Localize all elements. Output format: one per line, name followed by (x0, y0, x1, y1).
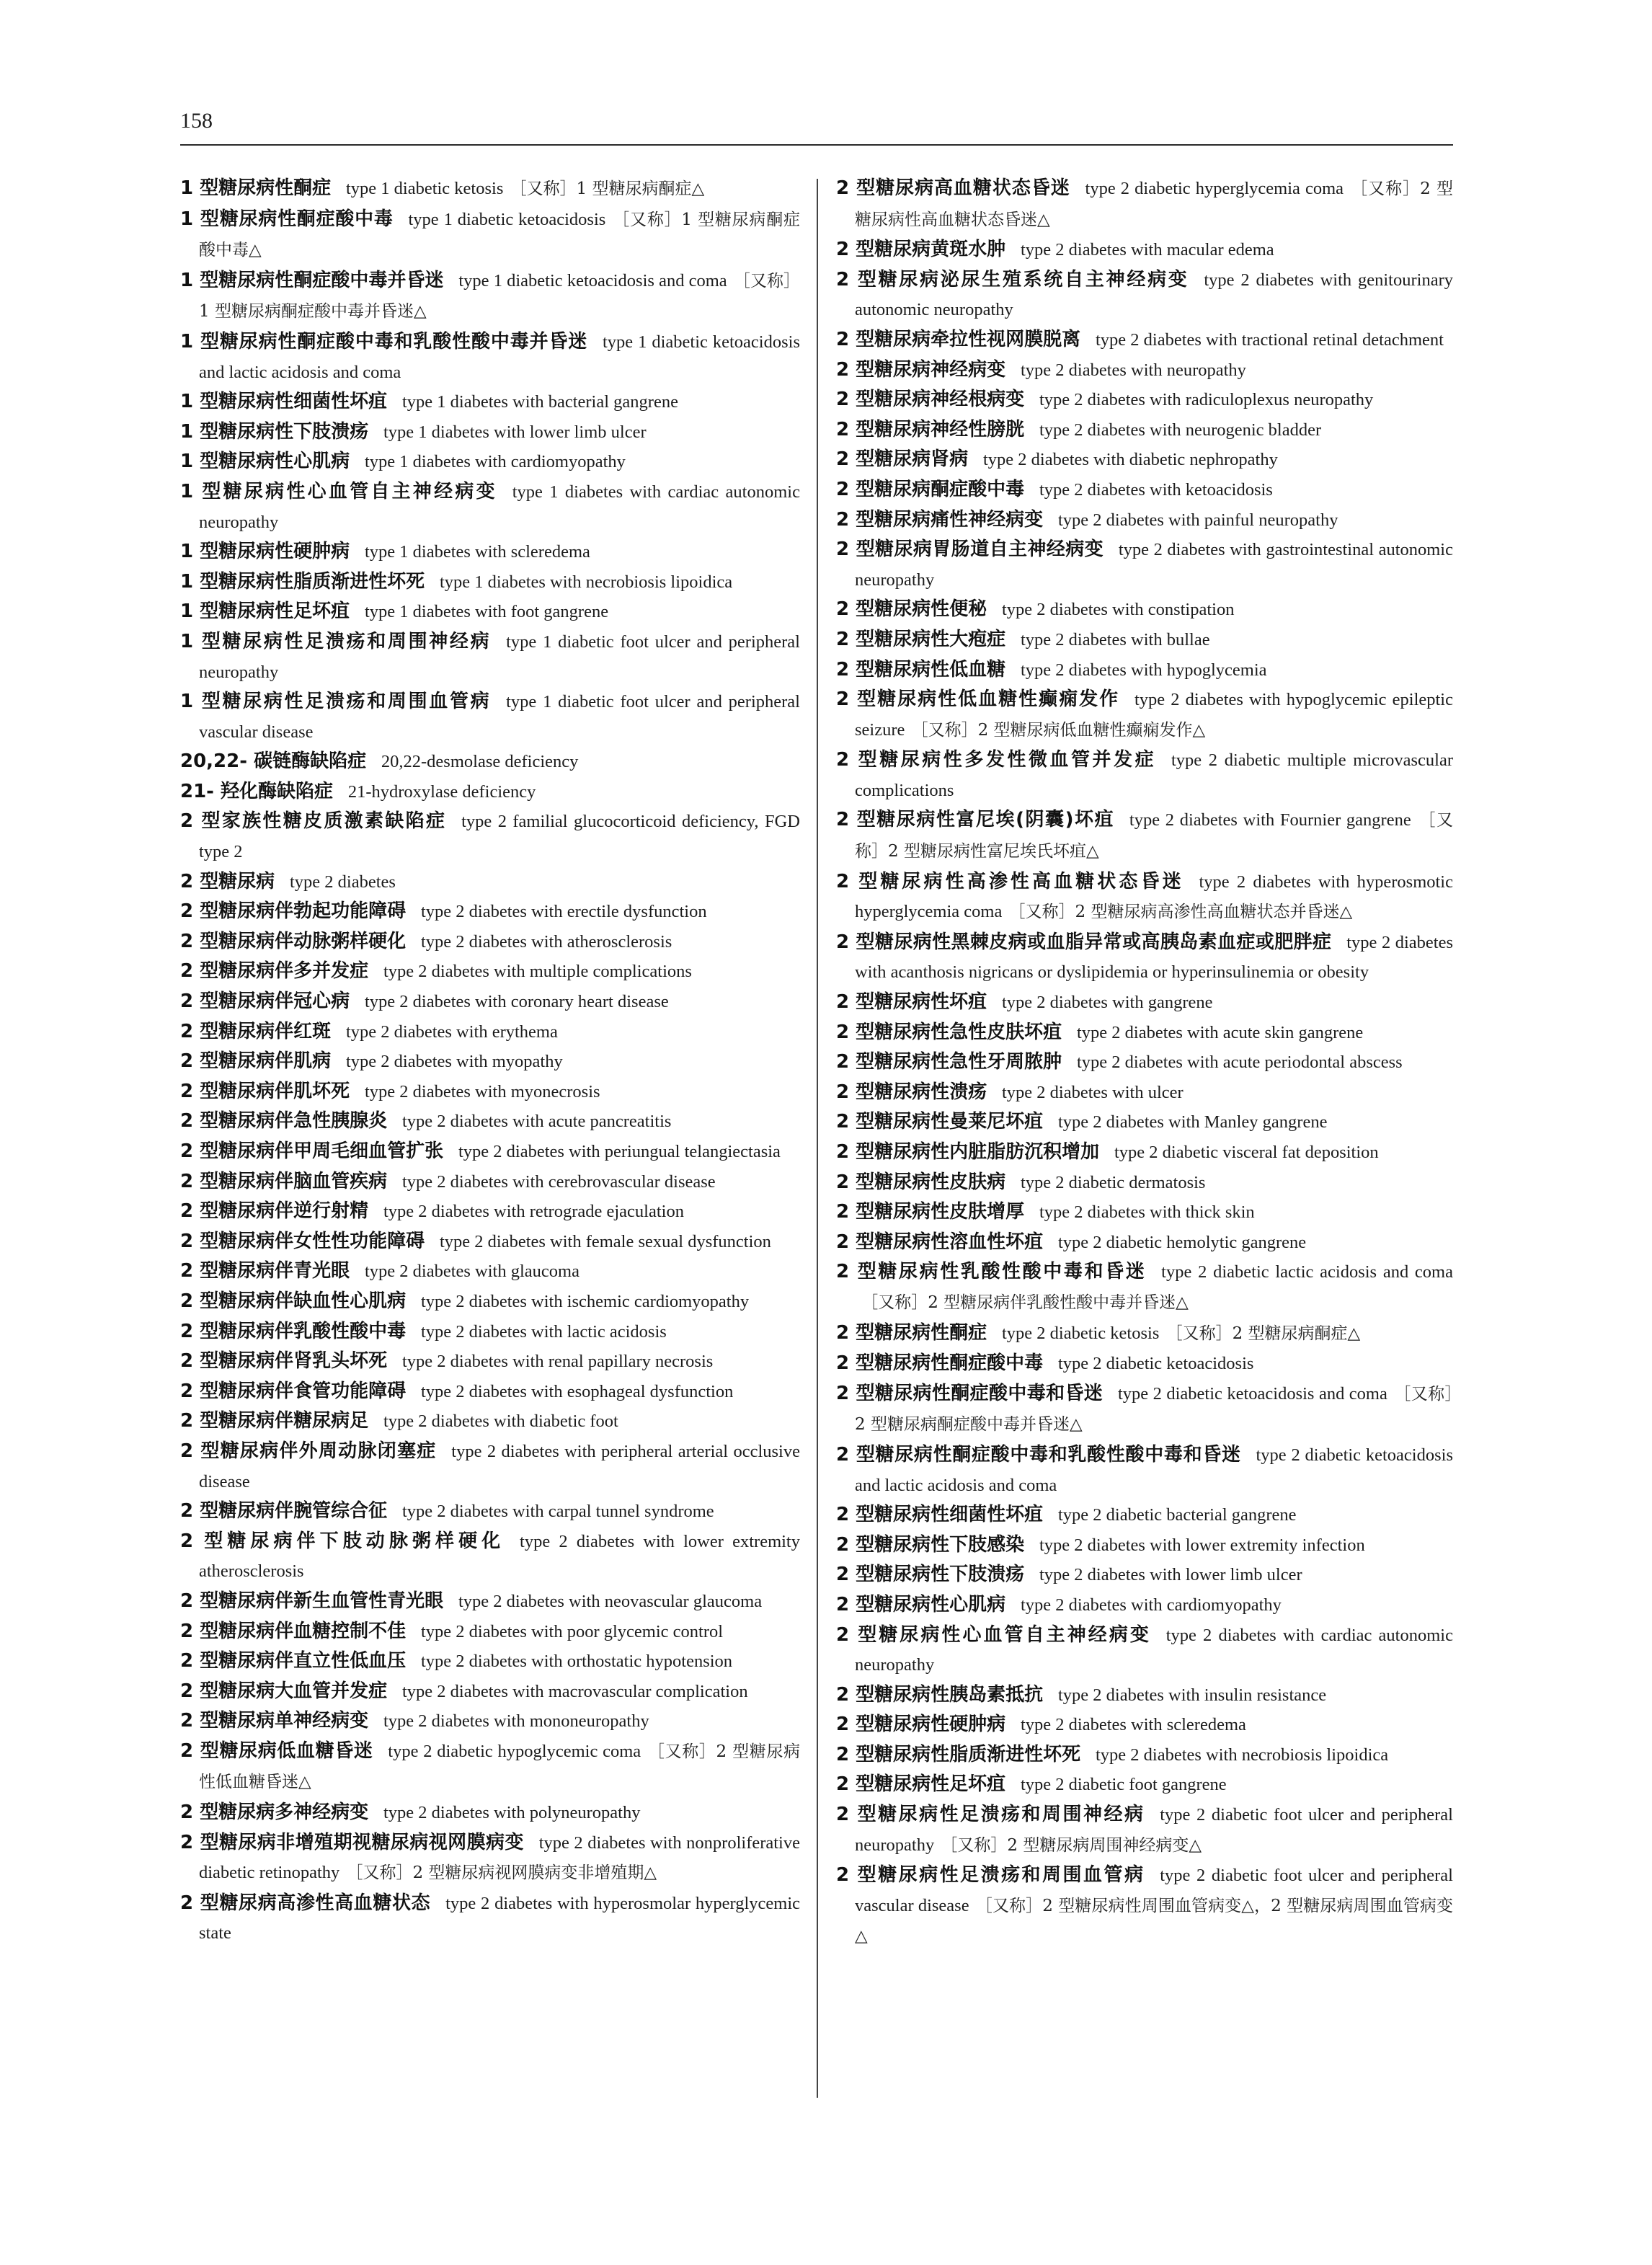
dictionary-entry (180, 174, 800, 205)
entry-english: type 2 diabetes with macrovascular complication (401, 1681, 748, 1701)
entry-english: type 2 diabetes with insulin resistance (1057, 1685, 1327, 1705)
dictionary-entry (836, 867, 1453, 928)
entry-term: 2 型糖尿病伴红斑 (180, 1020, 332, 1042)
entry-term: 2 型糖尿病高渗性高血糖状态 (180, 1892, 431, 1914)
dictionary-entry (836, 1228, 1453, 1258)
entry-term: 2 型糖尿病性高渗性高血糖状态昏迷 (836, 870, 1184, 892)
entry-term: 2 型糖尿病伴糖尿病足 (180, 1410, 369, 1432)
entry-term: 2 型糖尿病性酮症酸中毒 (836, 1352, 1044, 1375)
entry-english: type 2 diabetes with diabetic foot (383, 1411, 618, 1432)
entry-term: 1 型糖尿病性细菌性坏疽 (180, 391, 388, 413)
entry-english: type 2 diabetes with cardiomyopathy (1020, 1595, 1282, 1615)
dictionary-entry (180, 1737, 800, 1798)
entry-english: type 2 diabetes with lactic acidosis (420, 1321, 667, 1342)
entry-english: type 1 diabetes with scleredema (364, 542, 590, 562)
entry-alias: ［又称］2 型糖尿病性高血糖状态昏迷△ (855, 179, 1453, 229)
entry-alias: ［又称］2 型糖尿病高渗性高血糖状态并昏迷△ (1008, 903, 1353, 922)
entry-english: type 1 diabetes with bacterial gangrene (401, 392, 678, 412)
entry-term: 2 型糖尿病 (180, 870, 275, 892)
entry-term: 20,22- 碳链酶缺陷症 (180, 750, 367, 773)
entry-term: 2 型糖尿病性低血糖 (836, 658, 1006, 681)
entry-term: 2 型糖尿病伴勃起功能障碍 (180, 900, 407, 923)
dictionary-entry (836, 325, 1453, 355)
entry-english: type 2 diabetes with Fournier gangrene (1129, 810, 1411, 830)
dictionary-entry (180, 327, 800, 387)
entry-english: type 2 diabetes with coronary heart disease (364, 992, 669, 1012)
dictionary-entry (180, 1706, 800, 1737)
entry-alias: ［又称］2 型糖尿病性低血糖昏迷△ (199, 1742, 800, 1792)
dictionary-entry (836, 265, 1453, 325)
entry-english: type 2 diabetes with acanthosis nigricans or dyslipidemia or hyperinsulinemia or obesity (855, 932, 1453, 983)
entry-alias: ［又称］2 型糖尿病伴乳酸性酸中毒并昏迷△ (861, 1293, 1189, 1312)
entry-term: 1 型糖尿病性酮症酸中毒和乳酸性酸中毒并昏迷 (180, 330, 588, 353)
dictionary-entry (180, 1437, 800, 1497)
entry-english: type 1 diabetic ketoacidosis and coma (458, 270, 727, 291)
entry-english: type 2 diabetes with genitourinary autonomic neuropathy (855, 270, 1453, 320)
entry-english: type 1 diabetic foot ulcer and peripheral neuropathy (199, 631, 800, 682)
entry-term: 2 型糖尿病伴乳酸性酸中毒 (180, 1320, 407, 1342)
dictionary-entry (180, 447, 800, 477)
entry-english: type 2 diabetes with female sexual dysfunction (439, 1231, 771, 1251)
entry-term: 2 型糖尿病伴新生血管性青光眼 (180, 1590, 444, 1612)
entry-english: type 2 diabetic ketoacidosis and lactic acidosis and coma (855, 1445, 1453, 1495)
entry-term: 2 型糖尿病性乳酸性酸中毒和昏迷 (836, 1261, 1147, 1283)
right-column (836, 174, 1453, 1952)
dictionary-entry (180, 1017, 800, 1047)
entry-term: 2 型糖尿病胃肠道自主神经病变 (836, 538, 1104, 561)
dictionary-entry (180, 1347, 800, 1377)
dictionary-entry (836, 1710, 1453, 1740)
dictionary-entry (836, 505, 1453, 536)
dictionary-entry (836, 385, 1453, 415)
entry-term: 2 型糖尿病伴血糖控制不佳 (180, 1620, 407, 1642)
entry-term: 2 型糖尿病伴青光眼 (180, 1260, 350, 1282)
dictionary-entry (836, 928, 1453, 988)
entry-term: 2 型糖尿病神经根病变 (836, 389, 1025, 411)
entry-term: 1 型糖尿病性脂质渐进性坏死 (180, 570, 425, 593)
entry-term: 2 型糖尿病性足坏疽 (836, 1773, 1006, 1796)
entry-english: type 2 diabetes with atherosclerosis (420, 931, 672, 952)
entry-english: type 2 diabetes with lower limb ulcer (1039, 1565, 1302, 1585)
entry-term: 2 型糖尿病伴缺血性心肌病 (180, 1290, 407, 1312)
dictionary-entry (836, 1197, 1453, 1228)
entry-term: 1 型糖尿病性酮症 (180, 177, 332, 199)
entry-term: 2 型糖尿病性低血糖性癫痫发作 (836, 688, 1120, 711)
entry-term: 2 型糖尿病伴冠心病 (180, 990, 350, 1013)
dictionary-entry (836, 1621, 1453, 1680)
entry-term: 2 型糖尿病伴肾乳头坏死 (180, 1350, 388, 1373)
entry-english: type 2 diabetes with peripheral arterial occlusive disease (199, 1441, 800, 1491)
entry-term: 2 型糖尿病神经病变 (836, 358, 1006, 381)
entry-english: type 2 diabetes with orthostatic hypotension (420, 1652, 733, 1672)
entry-term: 2 型糖尿病伴下肢动脉粥样硬化 (180, 1530, 505, 1552)
entry-english: type 2 diabetes with glaucoma (364, 1262, 579, 1282)
entry-english: type 2 diabetic bacterial gangrene (1057, 1505, 1297, 1525)
dictionary-entry (180, 747, 800, 777)
dictionary-entry (180, 1107, 800, 1137)
entry-english: type 1 diabetic ketoacidosis and lactic acidosis and coma (199, 332, 800, 382)
dictionary-entry (180, 477, 800, 537)
entry-english: type 2 diabetes with periungual telangiectasia (458, 1142, 781, 1161)
entry-term: 2 型糖尿病性皮肤增厚 (836, 1201, 1025, 1223)
entry-english: type 2 diabetes with esophageal dysfunction (420, 1381, 734, 1401)
entry-alias: ［又称］2 型糖尿病视网膜病变非增殖期△ (346, 1863, 657, 1883)
entry-term: 1 型糖尿病性心血管自主神经病变 (180, 480, 497, 502)
entry-english: type 2 diabetic hyperglycemia coma (1085, 179, 1344, 198)
entry-term: 2 型糖尿病伴肌病 (180, 1050, 332, 1073)
entry-term: 2 型糖尿病性富尼埃(阴囊)坏疽 (836, 809, 1115, 831)
entry-term: 1 型糖尿病性酮症酸中毒并昏迷 (180, 269, 444, 291)
entry-term: 2 型糖尿病性急性牙周脓肿 (836, 1051, 1062, 1073)
entry-term: 2 型糖尿病性急性皮肤坏疽 (836, 1021, 1062, 1043)
entry-english: type 2 diabetes with necrobiosis lipoidica (1095, 1745, 1389, 1765)
header-rule (180, 144, 1453, 146)
entry-alias: ［又称］2 型糖尿病低血糖性癫痫发作△ (911, 720, 1206, 740)
dictionary-entry (180, 1889, 800, 1949)
entry-english: 21-hydroxylase deficiency (347, 781, 536, 802)
entry-english: type 2 diabetes with constipation (1001, 600, 1235, 620)
dictionary-entry (180, 897, 800, 927)
entry-term: 2 型糖尿病牵拉性视网膜脱离 (836, 328, 1081, 350)
page-number: 158 (180, 109, 213, 133)
entry-english: type 1 diabetic ketoacidosis (408, 209, 606, 229)
entry-english: type 2 diabetic foot ulcer and peripheral vascular disease (855, 1866, 1453, 1915)
entry-english: type 2 diabetes with neovascular glaucoma (458, 1591, 763, 1611)
entry-english: type 2 diabetes with myopathy (345, 1052, 563, 1072)
entry-alias: ［又称］2 型糖尿病酮症酸中毒并昏迷△ (855, 1384, 1453, 1435)
entry-english: type 2 diabetes with cerebrovascular disease (401, 1171, 716, 1192)
dictionary-entry (180, 687, 800, 747)
dictionary-entry (836, 1138, 1453, 1168)
dictionary-entry (836, 355, 1453, 386)
dictionary-entry (836, 445, 1453, 475)
entry-english: type 2 diabetes with neurogenic bladder (1039, 420, 1322, 440)
dictionary-entry (836, 1349, 1453, 1379)
entry-english: type 2 diabetes with gangrene (1001, 993, 1213, 1013)
entry-english: type 2 diabetes with acute pancreatitis (401, 1112, 672, 1132)
entry-alias: ［又称］2 型糖尿病酮症△ (1165, 1324, 1361, 1343)
entry-term: 2 型糖尿病泌尿生殖系统自主神经病变 (836, 268, 1189, 291)
entry-term: 2 型糖尿病性酮症 (836, 1321, 987, 1344)
entry-term: 2 型糖尿病伴脑血管疾病 (180, 1170, 388, 1192)
entry-term: 2 型糖尿病高血糖状态昏迷 (836, 177, 1070, 199)
entry-english: type 2 diabetic dermatosis (1020, 1172, 1206, 1192)
entry-english: type 2 diabetes with thick skin (1039, 1202, 1255, 1223)
entry-term: 2 型糖尿病低血糖昏迷 (180, 1739, 373, 1762)
entry-english: type 2 diabetic ketoacidosis (1057, 1354, 1254, 1374)
entry-english: type 2 diabetes with ischemic cardiomyopathy (420, 1291, 750, 1311)
dictionary-entry (180, 1617, 800, 1647)
dictionary-entry (180, 927, 800, 957)
entry-english: type 1 diabetes with cardiomyopathy (364, 452, 626, 472)
entry-alias: ［又称］1 型糖尿病酮症△ (510, 179, 705, 198)
entry-english: type 2 diabetes with gastrointestinal autonomic neuropathy (855, 540, 1453, 590)
entry-term: 2 型糖尿病性溃疡 (836, 1081, 987, 1103)
entry-term: 2 型糖尿病性心血管自主神经病变 (836, 1623, 1151, 1646)
entry-english: type 2 diabetes with multiple complications (383, 962, 692, 982)
dictionary-entry (180, 1798, 800, 1828)
dictionary-entry (836, 1379, 1453, 1440)
entry-term: 2 型糖尿病性黑棘皮病或血脂异常或高胰岛素血症或肥胖症 (836, 931, 1332, 953)
dictionary-entry (180, 1406, 800, 1437)
entry-english: type 1 diabetic ketosis (345, 179, 504, 198)
entry-english: type 1 diabetes with lower limb ulcer (383, 422, 647, 442)
entry-term: 2 型糖尿病性坏疽 (836, 991, 987, 1014)
entry-alias: ［又称］2 型糖尿病性富尼埃氏坏疽△ (855, 811, 1453, 861)
entry-english: type 2 diabetes with bullae (1020, 629, 1210, 650)
entry-term: 2 型糖尿病痛性神经病变 (836, 508, 1044, 531)
dictionary-entry (180, 1227, 800, 1257)
entry-english: type 2 familial glucocorticoid deficiency, FGD type 2 (199, 812, 800, 862)
entry-english: type 2 diabetes with hypoglycemic epileptic seizure (855, 690, 1453, 740)
dictionary-entry (836, 1018, 1453, 1048)
entry-english: type 2 diabetes with myonecrosis (364, 1081, 600, 1102)
dictionary-entry (180, 205, 800, 266)
dictionary-entry (180, 1677, 800, 1707)
entry-english: type 2 diabetes with mononeuropathy (383, 1711, 649, 1732)
entry-english: type 2 diabetes (289, 872, 396, 892)
entry-english: type 1 diabetes with cardiac autonomic neuropathy (199, 482, 800, 532)
dictionary-entry (836, 988, 1453, 1018)
entry-english: type 2 diabetic hemolytic gangrene (1057, 1232, 1307, 1252)
entry-english: type 2 diabetes with hypoglycemia (1020, 660, 1267, 680)
dictionary-entry (836, 1530, 1453, 1561)
entry-english: type 2 diabetes with lower extremity infection (1039, 1535, 1365, 1555)
entry-english: type 2 diabetic visceral fat deposition (1114, 1143, 1379, 1162)
entry-term: 2 型糖尿病单神经病变 (180, 1710, 369, 1732)
entry-english: type 2 diabetes with neuropathy (1020, 360, 1246, 380)
entry-english: 20,22-desmolase deficiency (381, 752, 579, 772)
entry-term: 1 型糖尿病性足坏疽 (180, 600, 350, 623)
dictionary-entry (836, 1770, 1453, 1800)
dictionary-entry (180, 807, 800, 866)
entry-term: 1 型糖尿病性硬肿病 (180, 541, 350, 563)
dictionary-entry (180, 1077, 800, 1107)
dictionary-entry (836, 1560, 1453, 1590)
dictionary-entry (180, 1497, 800, 1527)
dictionary-entry (180, 597, 800, 627)
dictionary-entry (180, 957, 800, 987)
entry-alias: ［又称］2 型糖尿病性周围血管病变△，2 型糖尿病周围血管病变△ (855, 1896, 1454, 1946)
entry-english: type 2 diabetes with scleredema (1020, 1715, 1246, 1735)
entry-term: 2 型糖尿病性溶血性坏疽 (836, 1231, 1044, 1253)
dictionary-entry (180, 417, 800, 448)
dictionary-entry (836, 1257, 1453, 1318)
entry-term: 2 型糖尿病伴直立性低血压 (180, 1650, 407, 1672)
dictionary-entry (836, 1800, 1453, 1861)
entry-english: type 2 diabetes with diabetic nephropathy (982, 450, 1278, 470)
dictionary-entry (180, 1377, 800, 1407)
dictionary-entry (180, 1047, 800, 1077)
entry-english: type 1 diabetes with necrobiosis lipoidica (439, 572, 733, 592)
entry-term: 21- 羟化酶缺陷症 (180, 780, 334, 802)
entry-term: 2 型糖尿病非增殖期视糖尿病视网膜病变 (180, 1831, 524, 1853)
entry-term: 2 型糖尿病性细菌性坏疽 (836, 1504, 1044, 1526)
entry-term: 1 型糖尿病性酮症酸中毒 (180, 208, 394, 230)
dictionary-entry (836, 685, 1453, 745)
dictionary-entry (180, 867, 800, 897)
dictionary-entry (180, 1197, 800, 1227)
dictionary-entry (836, 1590, 1453, 1621)
entry-term: 2 型糖尿病性硬肿病 (836, 1714, 1006, 1736)
dictionary-entry (180, 627, 800, 687)
column-divider (817, 179, 818, 2098)
entry-term: 2 型糖尿病性足溃疡和周围神经病 (836, 1804, 1145, 1826)
dictionary-entry (180, 1317, 800, 1347)
entry-english: type 2 diabetes with erythema (345, 1021, 558, 1042)
dictionary-entry (836, 1107, 1453, 1138)
entry-term: 2 型糖尿病性胰岛素抵抗 (836, 1683, 1044, 1706)
dictionary-entry (836, 1440, 1453, 1500)
entry-term: 2 型糖尿病性多发性微血管并发症 (836, 749, 1157, 771)
dictionary-entry (180, 1287, 800, 1317)
dictionary-entry (836, 595, 1453, 625)
entry-english: type 2 diabetes with radiculoplexus neuropathy (1039, 390, 1374, 410)
entry-term: 2 型糖尿病伴动脉粥样硬化 (180, 930, 407, 952)
dictionary-entry (180, 1527, 800, 1587)
entry-english: type 2 diabetic foot gangrene (1020, 1775, 1227, 1795)
entry-term: 2 型糖尿病性便秘 (836, 598, 987, 621)
entry-term: 2 型糖尿病性心肌病 (836, 1593, 1006, 1615)
dictionary-entry (180, 537, 800, 567)
dictionary-entry (180, 1828, 800, 1889)
left-column (180, 174, 800, 1949)
dictionary-entry (836, 1047, 1453, 1078)
dictionary-entry (836, 1740, 1453, 1770)
entry-term: 2 型糖尿病伴女性性功能障碍 (180, 1230, 425, 1252)
entry-term: 2 型糖尿病性大疱症 (836, 628, 1006, 650)
entry-term: 2 型糖尿病性曼莱尼坏疽 (836, 1111, 1044, 1133)
entry-term: 1 型糖尿病性心肌病 (180, 451, 350, 473)
dictionary-entry (180, 1137, 800, 1167)
dictionary-entry (180, 1256, 800, 1287)
entry-term: 2 型糖尿病性脂质渐进性坏死 (836, 1743, 1081, 1765)
dictionary-entry (836, 1680, 1453, 1711)
entry-english: type 2 diabetes with cardiac autonomic neuropathy (855, 1625, 1453, 1675)
entry-term: 2 型糖尿病性下肢溃疡 (836, 1564, 1025, 1586)
entry-term: 2 型糖尿病性内脏脂肪沉积增加 (836, 1141, 1100, 1163)
entry-english: type 2 diabetes with polyneuropathy (383, 1803, 641, 1823)
entry-english: type 2 diabetes with hyperosmolar hyperglycemic state (199, 1893, 800, 1943)
entry-english: type 2 diabetic ketoacidosis and coma (1117, 1383, 1387, 1404)
dictionary-entry (180, 387, 800, 417)
entry-english: type 2 diabetes with renal papillary necrosis (401, 1352, 714, 1372)
entry-english: type 2 diabetes with tractional retinal detachment (1095, 329, 1444, 350)
dictionary-entry (836, 655, 1453, 686)
dictionary-entry (836, 805, 1453, 866)
entry-english: type 2 diabetes with ulcer (1001, 1082, 1184, 1102)
entry-english: type 2 diabetic lactic acidosis and coma (1161, 1262, 1453, 1282)
entry-english: type 2 diabetes with ketoacidosis (1039, 479, 1273, 500)
entry-term: 2 型糖尿病黄斑水肿 (836, 239, 1006, 261)
entry-term: 2 型糖尿病酮症酸中毒 (836, 478, 1025, 500)
dictionary-entry (836, 235, 1453, 265)
entry-term: 2 型糖尿病肾病 (836, 448, 969, 471)
entry-english: type 1 diabetes with foot gangrene (364, 602, 609, 622)
dictionary-entry (180, 1646, 800, 1677)
entry-term: 1 型糖尿病性下肢溃疡 (180, 420, 369, 443)
dictionary-entry (836, 415, 1453, 446)
entry-term: 1 型糖尿病性足溃疡和周围神经病 (180, 630, 492, 652)
entry-term: 2 型糖尿病性酮症酸中毒和乳酸性酸中毒和昏迷 (836, 1443, 1241, 1466)
dictionary-entry (180, 777, 800, 807)
entry-term: 2 型糖尿病性下肢感染 (836, 1533, 1025, 1556)
dictionary-entry (836, 1318, 1453, 1349)
entry-english: type 2 diabetic multiple microvascular complications (855, 750, 1453, 800)
entry-english: type 2 diabetes with erectile dysfunction (420, 902, 707, 922)
entry-term: 2 型糖尿病伴甲周毛细血管扩张 (180, 1140, 444, 1162)
entry-english: type 2 diabetes with macular edema (1020, 240, 1274, 260)
dictionary-entry (180, 1587, 800, 1617)
dictionary-entry (836, 535, 1453, 595)
dictionary-entry (836, 625, 1453, 655)
entry-term: 2 型家族性糖皮质激素缺陷症 (180, 810, 447, 833)
dictionary-entry (836, 174, 1453, 235)
entry-english: type 2 diabetes with lower extremity atherosclerosis (199, 1531, 800, 1582)
entry-alias: ［又称］1 型糖尿病酮症酸中毒△ (199, 210, 800, 260)
entry-english: type 2 diabetes with Manley gangrene (1057, 1112, 1328, 1132)
dictionary-entry (836, 1078, 1453, 1108)
dictionary-entry (180, 1167, 800, 1197)
dictionary-entry (180, 987, 800, 1017)
entry-term: 2 型糖尿病性酮症酸中毒和昏迷 (836, 1382, 1103, 1404)
dictionary-entry (836, 475, 1453, 505)
entry-alias: ［又称］1 型糖尿病酮症酸中毒并昏迷△ (199, 271, 800, 322)
entry-english: type 2 diabetes with hyperosmotic hyperglycemia coma (855, 872, 1453, 922)
dictionary-entry (836, 745, 1453, 805)
entry-term: 2 型糖尿病性足溃疡和周围血管病 (836, 1864, 1145, 1887)
dictionary-entry (180, 567, 800, 598)
entry-term: 2 型糖尿病性皮肤病 (836, 1171, 1006, 1193)
dictionary-entry (836, 1168, 1453, 1198)
dictionary-entry (836, 1861, 1453, 1952)
entry-english: type 2 diabetic ketosis (1001, 1323, 1160, 1343)
entry-term: 2 型糖尿病伴食管功能障碍 (180, 1380, 407, 1402)
dictionary-entry (836, 1500, 1453, 1530)
entry-term: 2 型糖尿病神经性膀胱 (836, 418, 1025, 440)
entry-alias: ［又称］2 型糖尿病周围神经病变△ (941, 1835, 1202, 1855)
entry-english: type 2 diabetes with nonproliferative diabetic retinopathy (199, 1832, 800, 1883)
entry-term: 2 型糖尿病多神经病变 (180, 1801, 369, 1824)
dictionary-entry (180, 266, 800, 327)
entry-english: type 2 diabetes with acute skin gangrene (1076, 1022, 1364, 1042)
entry-english: type 1 diabetic foot ulcer and peripheral vascular disease (199, 692, 800, 742)
entry-term: 2 型糖尿病伴急性胰腺炎 (180, 1110, 388, 1132)
entry-term: 2 型糖尿病伴多并发症 (180, 960, 369, 983)
entry-english: type 2 diabetic foot ulcer and peripheral neuropathy (855, 1805, 1453, 1855)
entry-term: 2 型糖尿病伴逆行射精 (180, 1200, 369, 1223)
entry-english: type 2 diabetes with painful neuropathy (1057, 510, 1338, 530)
entry-term: 2 型糖尿病伴腕管综合征 (180, 1500, 388, 1522)
entry-english: type 2 diabetes with retrograde ejaculation (383, 1202, 684, 1222)
entry-english: type 2 diabetes with carpal tunnel syndrome (401, 1502, 714, 1522)
entry-english: type 2 diabetes with acute periodontal abscess (1076, 1052, 1403, 1073)
entry-term: 2 型糖尿病伴肌坏死 (180, 1080, 350, 1102)
entry-term: 1 型糖尿病性足溃疡和周围血管病 (180, 691, 492, 713)
entry-english: type 2 diabetic hypoglycemic coma (388, 1741, 641, 1761)
entry-english: type 2 diabetes with poor glycemic control (420, 1621, 724, 1641)
entry-term: 2 型糖尿病大血管并发症 (180, 1680, 388, 1702)
entry-term: 2 型糖尿病伴外周动脉闭塞症 (180, 1440, 437, 1462)
